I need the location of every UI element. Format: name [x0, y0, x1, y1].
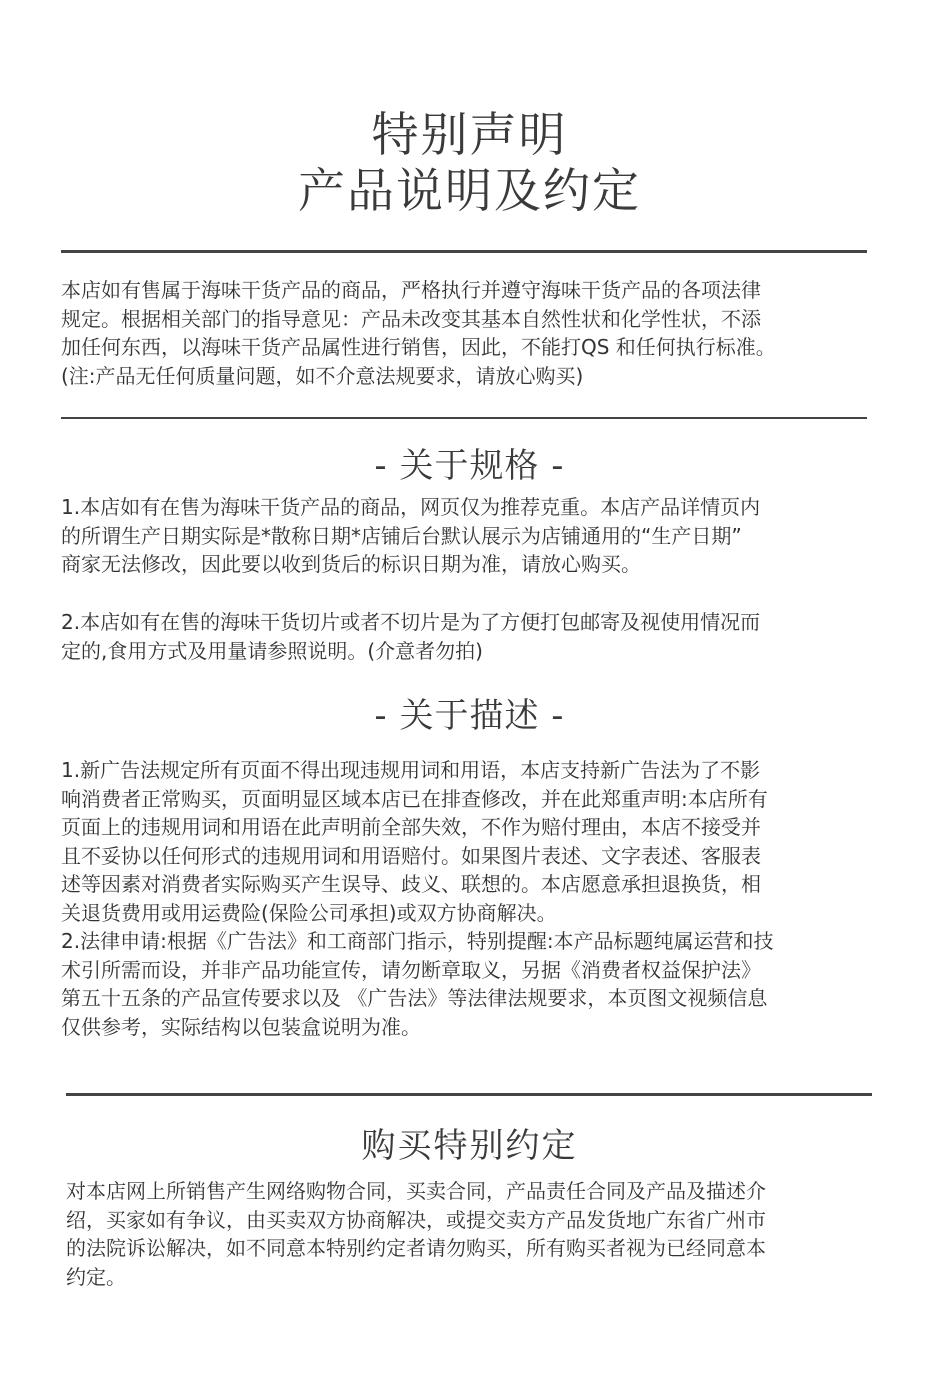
- desc-line: 响消费者正常购买，页面明显区域本店已在排查修改，并在此郑重声明:本店所有: [61, 786, 768, 811]
- title-line-2: 产品说明及约定: [298, 164, 641, 219]
- purchase-heading: 购买特别约定: [361, 1126, 578, 1166]
- desc-line: 述等因素对消费者实际购买产生误导、歧义、联想的。本店愿意承担退换货，相: [61, 872, 761, 896]
- title-line-1: 特别声明: [371, 108, 568, 163]
- intro-line: 规定。根据相关部门的指导意见：产品未改变其基本自然性状和化学性状，不添: [61, 306, 761, 331]
- spec-line: 定的,食用方式及用量请参照说明。(介意者勿拍): [61, 638, 483, 663]
- intro-line: 本店如有售属于海味干货产品的商品，严格执行并遵守海味干货产品的各项法律: [61, 278, 761, 302]
- intro-paragraph: [61, 276, 776, 390]
- desc-line: 仅供参考，实际结构以包装盒说明为准。: [61, 1014, 421, 1039]
- divider-top: [61, 250, 867, 253]
- divider-mid: [61, 417, 867, 419]
- spec-paragraph-1: [61, 493, 760, 579]
- desc-line: 页面上的违规用词和用语在此声明前全部失效，不作为赔付理由，本店不接受并: [61, 815, 761, 839]
- purchase-paragraph: [66, 1177, 766, 1291]
- intro-line: (注:产品无任何质量问题，如不介意法规要求，请放心购买): [61, 363, 584, 388]
- spec-paragraph-2: [61, 608, 760, 665]
- desc-paragraph: [61, 756, 774, 1041]
- spec-line: 1.本店如有在售为海味干货产品的商品，网页仅为推荐克重。本店产品详情页内: [61, 495, 761, 519]
- divider-bottom: [66, 1093, 872, 1096]
- desc-line: 1.新广告法规定所有页面不得出现违规用词和用语，本店支持新广告法为了不影: [61, 758, 761, 782]
- intro-line: 加任何东西，以海味干货产品属性进行销售，因此，不能打QS 和任何执行标准。: [61, 335, 776, 359]
- spec-line: 商家无法修改，因此要以收到货后的标识日期为准，请放心购买。: [61, 552, 641, 576]
- purchase-line: 约定。: [66, 1264, 126, 1289]
- page-title: [0, 108, 939, 220]
- desc-line: 2.法律申请:根据《广告法》和工商部门指示，特别提醒:本产品标题纯属运营和技: [61, 929, 774, 953]
- desc-line: 关退货费用或用运费险(保险公司承担)或双方协商解决。: [61, 900, 557, 925]
- purchase-line: 绍，买家如有争议，由买卖双方协商解决，或提交卖方产品发货地广东省广州市: [66, 1207, 766, 1232]
- spec-line: 2.本店如有在售的海味干货切片或者不切片是为了方便打包邮寄及视使用情况而: [61, 610, 761, 634]
- purchase-line: 对本店网上所销售产生网络购物合同，买卖合同，产品责任合同及产品及描述介: [66, 1179, 766, 1203]
- spec-heading: - 关于规格 -: [374, 446, 565, 486]
- spec-line: 的所谓生产日期实际是*散称日期*店铺后台默认展示为店铺通用的“生产日期”: [61, 523, 742, 548]
- purchase-line: 的法院诉讼解决，如不同意本特别约定者请勿购买，所有购买者视为已经同意本: [66, 1236, 766, 1260]
- desc-line: 且不妥协以任何形式的违规用词和用语赔付。如果图片表述、文字表述、客服表: [61, 843, 761, 868]
- desc-line: 第五十五条的产品宣传要求以及 《广告法》等法律法规要求，本页图文视频信息: [61, 986, 768, 1010]
- desc-heading: - 关于描述 -: [374, 696, 565, 736]
- desc-line: 术引所需而设，并非产品功能宣传，请勿断章取义，另据《消费者权益保护法》: [61, 957, 761, 982]
